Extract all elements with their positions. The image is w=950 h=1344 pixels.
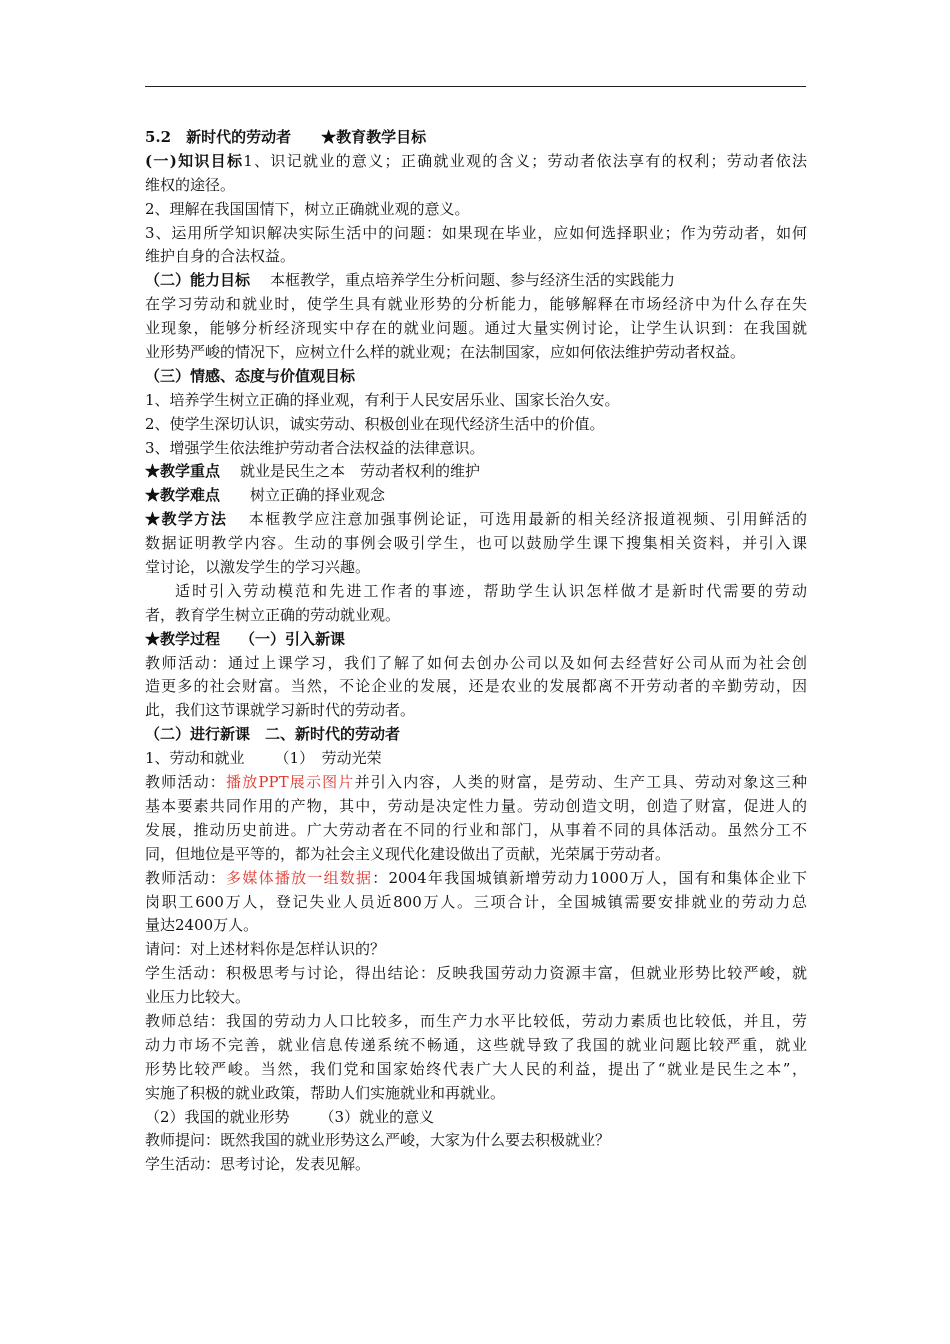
activity-data-line-2: 岗职工600万人，登记失业人员近800万人。三项合计，全国城镇需要安排就业的劳动力总	[145, 892, 807, 911]
knowledge-item-2: 2、理解在我国国情下，树立正确就业观的意义。	[145, 199, 470, 218]
knowledge-label: (一)知识目标	[145, 151, 244, 170]
teacher-summary-line-4: 实施了积极的就业政策，帮助人们实施就业和再就业。	[145, 1083, 506, 1102]
document-body	[145, 126, 807, 1177]
activity-ppt-line-4: 同，但地位是平等的，都为社会主义现代化建设做出了贡献，光荣属于劳动者。	[145, 844, 671, 863]
teacher-summary-line-2: 动力市场不完善，就业信息传递系统不畅通，这些就导致了我国的就业问题比较严重，就业	[145, 1035, 807, 1054]
employment-subheading: （2）我国的就业形势 （3）就业的意义	[145, 1107, 435, 1126]
question-line: 请问：对上述材料你是怎样认识的？	[145, 940, 386, 959]
teacher-question-line: 教师提问：既然我国的就业形势这么严峻，大家为什么要去积极就业？	[145, 1131, 611, 1150]
teacher-summary-line-3: 形势比较严峻。当然，我们党和国家始终代表广大人民的利益，提出了“就业是民生之本”，	[145, 1059, 807, 1078]
focus-line: ★教学重点 就业是民生之本 劳动者权利的维护	[145, 462, 481, 481]
method-line-4: 适时引入劳动模范和先进工作者的事迹，帮助学生认识怎样做才是新时代需要的劳动	[175, 581, 807, 600]
section-heading	[145, 126, 807, 150]
ability-para-3: 业形势严峻的情况下，应树立什么样的就业观；在法制国家，应如何依法维护劳动者权益。	[145, 343, 746, 362]
ability-para-2: 业现象，能够分析经济现实中存在的就业问题。通过大量实例讨论，让学生认识到：在我国就	[145, 319, 807, 338]
activity-ppt-line-2: 基本要素共同作用的产物，其中，劳动是决定性力量。劳动创造文明，创造了财富，促进人的	[145, 796, 807, 815]
intro-line-3: 此，我们这节课就学习新时代的劳动者。	[145, 701, 416, 720]
teacher-summary-line-1: 教师总结：我国的劳动力人口比较多，而生产力水平比较低，劳动力素质也比较低，并且，劳	[145, 1011, 807, 1030]
ability-para-1: 在学习劳动和就业时，使学生具有就业形势的分析能力，能够解释在市场经济中为什么存在失	[145, 295, 807, 314]
method-label: ★教学方法	[145, 510, 228, 529]
knowledge-line-1: (一)知识目标1、识记就业的意义；正确就业观的含义；劳动者依法享有的权利；劳动者依法	[145, 151, 807, 170]
goal-title: ★教育教学目标	[321, 128, 427, 146]
labor-subheading: 1、劳动和就业 （1） 劳动光荣	[145, 749, 382, 768]
activity-ppt-line-3: 发展，推动历史前进。广大劳动者在不同的行业和部门，从事着不同的具体活动。虽然分工不	[145, 820, 807, 839]
emotion-item-1: 1、培养学生树立正确的择业观，有利于人民安居乐业、国家长治久安。	[145, 390, 620, 409]
process-heading: ★教学过程 （一）引入新课	[145, 629, 346, 648]
activity-data-line: 教师活动：多媒体播放一组数据：2004年我国城镇新增劳动力1000万人，国有和集体企业下	[145, 868, 807, 887]
ability-label: （二）能力目标	[145, 271, 251, 290]
intro-line-2: 造更多的社会财富。当然，不论企业的发展，还是农业的发展都离不开劳动者的辛勤劳动，因	[145, 677, 807, 696]
activity-ppt-line: 教师活动：播放PPT展示图片并引入内容，人类的财富，是劳动、生产工具、劳动对象这三种	[145, 773, 807, 792]
student-discussion-line: 学生活动：思考讨论，发表见解。	[145, 1155, 371, 1174]
emotion-item-3: 3、增强学生依法维护劳动者合法权益的法律意识。	[145, 438, 485, 457]
knowledge-item-3a: 3、运用所学知识解决实际生活中的问题：如果现在毕业，应如何选择职业；作为劳动者，如何	[145, 223, 807, 242]
intro-line-1: 教师活动：通过上课学习，我们了解了如何去创办公司以及如何去经营好公司从而为社会创	[145, 653, 807, 672]
method-line-2: 数据证明教学内容。生动的事例会吸引学生，也可以鼓励学生课下搜集相关资料，并引入课	[145, 534, 807, 553]
method-line-3: 堂讨论，以激发学生的学习兴趣。	[145, 558, 371, 577]
method-line-1: ★教学方法 本框教学应注意加强事例论证，可选用最新的相关经济报道视频、引用鲜活的	[145, 510, 807, 529]
ppt-highlight: 播放PPT展示图片	[226, 773, 355, 792]
student-activity-line-2: 业压力比较大。	[145, 988, 251, 1007]
activity-data-line-3: 量达2400万人。	[145, 916, 259, 935]
method-line-5: 者，教育学生树立正确的劳动就业观。	[145, 605, 401, 624]
header-rule	[145, 86, 806, 87]
difficulty-line: ★教学难点 树立正确的择业观念	[145, 486, 386, 505]
emotion-item-2: 2、使学生深切认识，诚实劳动、积极创业在现代经济生活中的价值。	[145, 414, 605, 433]
ability-heading: （二）能力目标 本框教学，重点培养学生分析问题、参与经济生活的实践能力	[145, 271, 676, 290]
knowledge-line-2: 维权的途径。	[145, 175, 236, 194]
new-lesson-heading: （二）进行新课 二、新时代的劳动者	[145, 725, 401, 744]
process-label: ★教学过程	[145, 629, 221, 648]
student-activity-line-1: 学生活动：积极思考与讨论，得出结论：反映我国劳动力资源丰富，但就业形势比较严峻，就	[145, 964, 807, 983]
emotion-label: （三）情感、态度与价值观目标	[145, 366, 356, 385]
section-title: 5.2 新时代的劳动者	[145, 128, 292, 146]
difficulty-label: ★教学难点	[145, 486, 221, 505]
data-highlight: 多媒体播放一组数据	[226, 868, 373, 887]
knowledge-item-3b: 维护自身的合法权益。	[145, 247, 296, 266]
focus-label: ★教学重点	[145, 462, 221, 481]
